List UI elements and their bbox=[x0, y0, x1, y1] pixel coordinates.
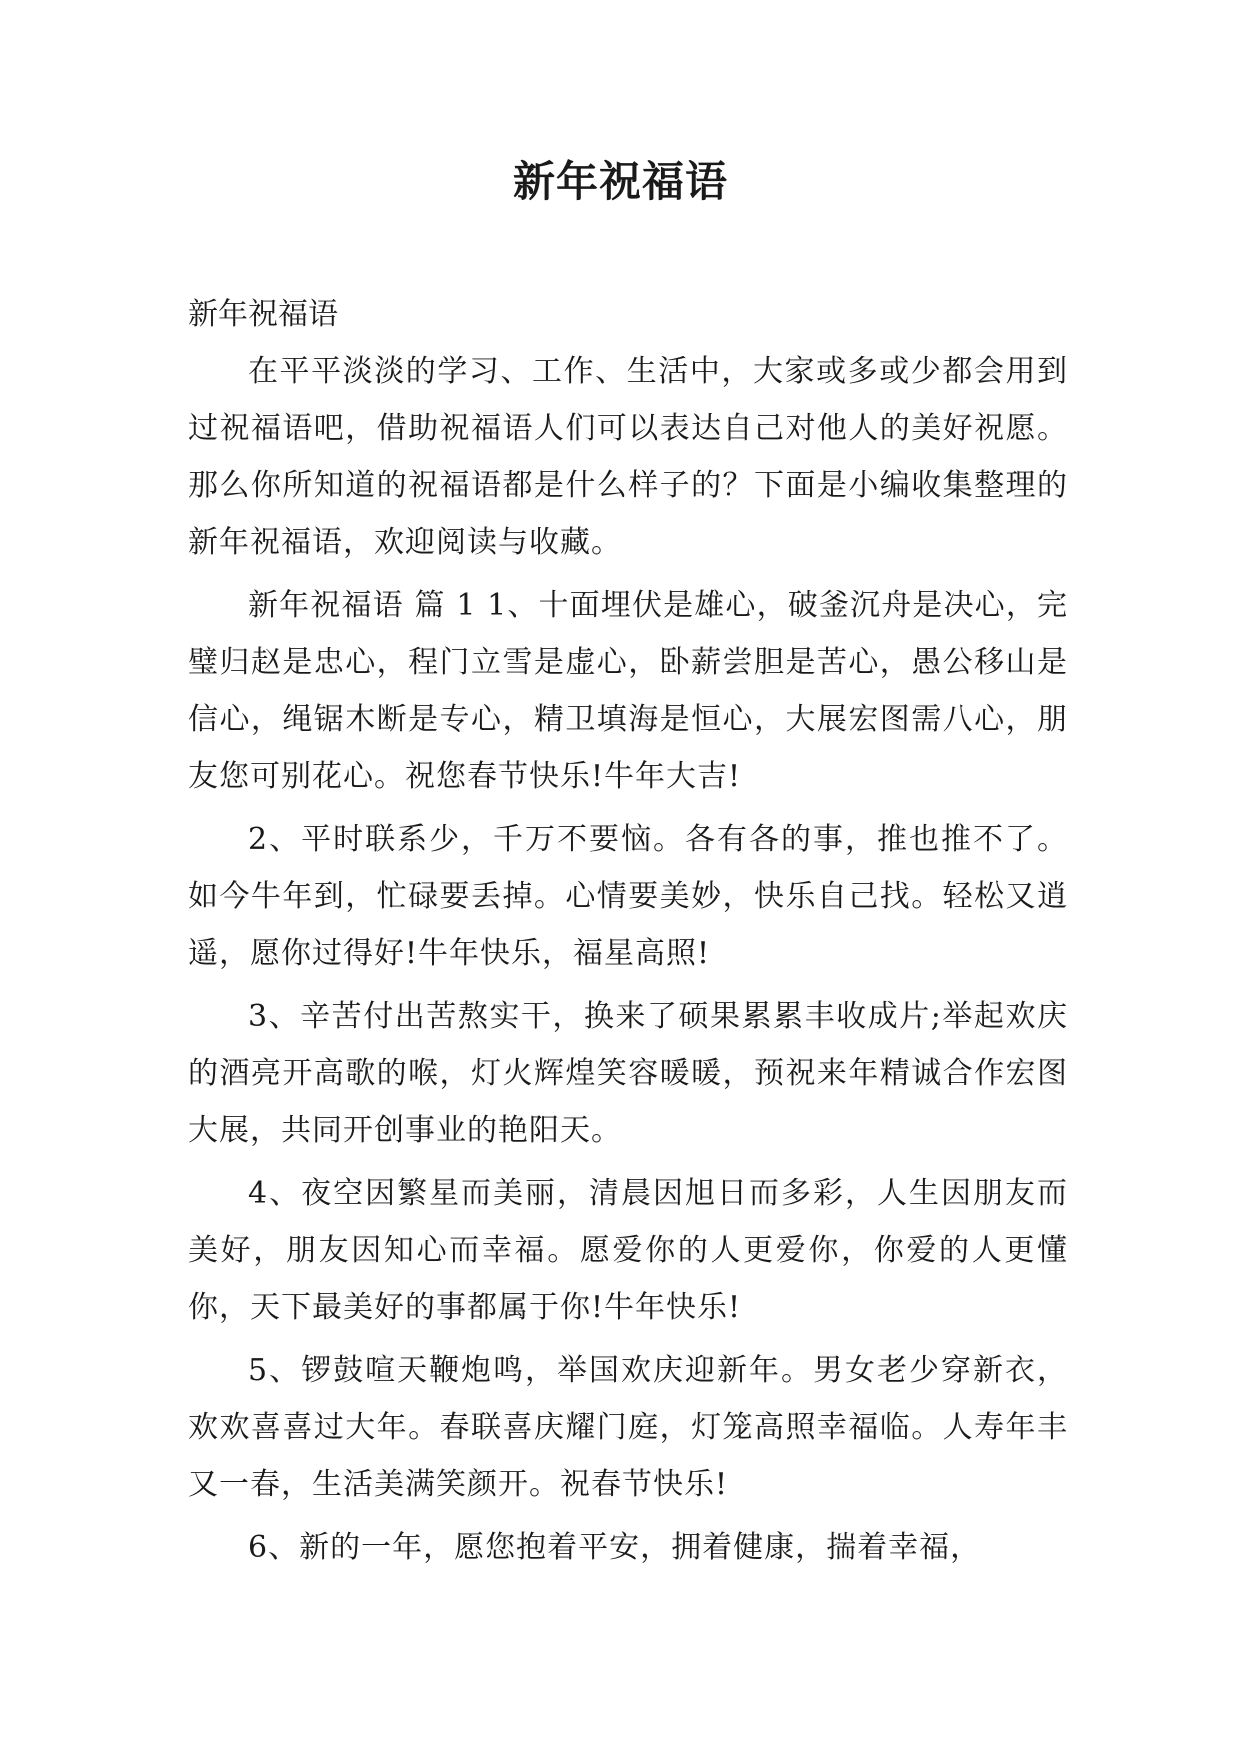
intro-paragraph: 在平平淡淡的学习、工作、生活中，大家或多或少都会用到过祝福语吧，借助祝福语人们可以表达自己对他人的美好祝愿。那么你所知道的祝福语都是什么样子的？下面是小编收集整理的新年祝福语，欢迎阅读与收藏。 bbox=[188, 354, 1068, 560]
blessing-paragraph-2: 2、平时联系少，千万不要恼。各有各的事，推也推不了。如今牛年到，忙碌要丢掉。心情要美妙，快乐自己找。轻松又逍遥，愿你过得好!牛年快乐，福星高照! bbox=[188, 822, 1068, 971]
blessing-paragraph-5: 5、锣鼓喧天鞭炮鸣，举国欢庆迎新年。男女老少穿新衣，欢欢喜喜过大年。春联喜庆耀门庭，灯笼高照幸福临。人寿年丰又一春，生活美满笑颜开。祝春节快乐! bbox=[188, 1353, 1068, 1502]
blessing-paragraph-6: 6、新的一年，愿您抱着平安，拥着健康，揣着幸福， bbox=[248, 1530, 982, 1565]
document-title: 新年祝福语 bbox=[512, 157, 728, 206]
document-body bbox=[188, 286, 1068, 1582]
blessing-paragraph-3: 3、辛苦付出苦熬实干，换来了硕果累累丰收成片;举起欢庆的酒亮开高歌的喉，灯火辉煌笑容暖暖，预祝来年精诚合作宏图大展，共同开创事业的艳阳天。 bbox=[188, 999, 1068, 1148]
blessing-paragraph-1: 新年祝福语 篇 1 1、十面埋伏是雄心，破釜沉舟是决心，完璧归赵是忠心，程门立雪是虚心，卧薪尝胆是苦心，愚公移山是信心，绳锯木断是专心，精卫填海是恒心，大展宏图需八心，朋友您可别花心。祝您春节快乐!牛年大吉! bbox=[188, 588, 1068, 794]
blessing-paragraph-4: 4、夜空因繁星而美丽，清晨因旭日而多彩，人生因朋友而美好，朋友因知心而幸福。愿爱你的人更爱你，你爱的人更懂你，天下最美好的事都属于你!牛年快乐! bbox=[188, 1176, 1068, 1325]
document-subtitle: 新年祝福语 bbox=[188, 297, 338, 332]
